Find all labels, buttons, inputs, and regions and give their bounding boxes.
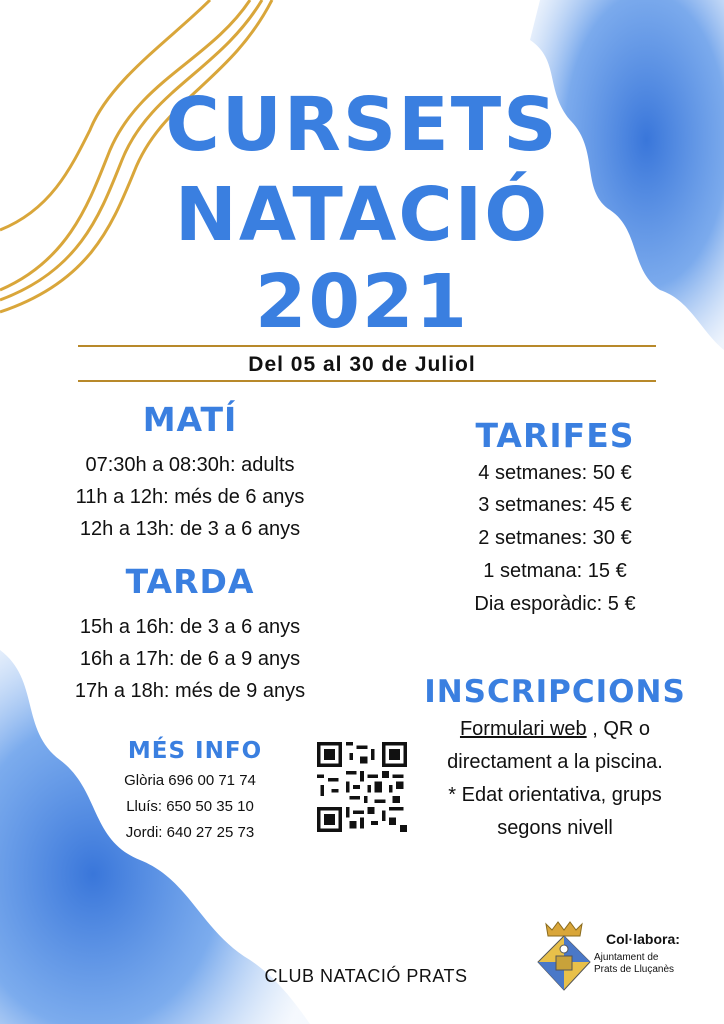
info-heading: MÉS INFO	[127, 738, 263, 764]
inscripcions-heading: INSCRIPCIONS	[424, 674, 686, 710]
mati-item-1: 07:30h a 08:30h: adults	[85, 454, 295, 476]
collab-label: Col·labora:	[606, 931, 680, 947]
mati-heading: MATÍ	[142, 400, 238, 439]
tarifa-item-1: 4 setmanes: 50 €	[478, 462, 632, 484]
mati-item-2: 11h a 12h: més de 6 anys	[75, 486, 305, 508]
title-line-3: 2021	[255, 259, 469, 345]
tarifa-item-5: Dia esporàdic: 5 €	[474, 593, 636, 615]
tarifes-heading: TARIFES	[475, 416, 635, 455]
divider-top	[78, 345, 656, 347]
inscripcions-line-1	[420, 718, 690, 741]
contact-2: Lluís: 650 50 35 10	[126, 798, 254, 815]
qr-code-icon[interactable]	[317, 742, 407, 832]
contact-3: Jordi: 640 27 25 73	[125, 824, 255, 841]
title-line-1: CURSETS	[165, 82, 559, 168]
tarifa-item-4: 1 setmana: 15 €	[483, 560, 627, 582]
title-line-2: NATACIÓ	[174, 172, 550, 258]
date-range: Del 05 al 30 de Juliol	[248, 353, 476, 376]
collab-org-line-2: Prats de Lluçanès	[594, 964, 675, 975]
club-name: CLUB NATACIÓ PRATS	[264, 966, 468, 986]
inscripcions-line-3: * Edat orientativa, grups	[448, 784, 662, 806]
web-form-link[interactable]: Formulari web	[459, 718, 587, 740]
divider-bottom	[78, 380, 656, 382]
inscripcions-line-2: directament a la piscina.	[447, 751, 663, 773]
tarifa-item-2: 3 setmanes: 45 €	[478, 494, 632, 516]
tarda-item-3: 17h a 18h: més de 9 anys	[74, 680, 306, 702]
mati-item-3: 12h a 13h: de 3 a 6 anys	[79, 518, 301, 540]
contact-1: Glòria 696 00 71 74	[124, 772, 256, 789]
tarda-item-1: 15h a 16h: de 3 a 6 anys	[79, 616, 301, 638]
inscripcions-line-1-rest: , QR o	[586, 718, 651, 740]
collab-org	[594, 952, 674, 976]
collab-org-line-1: Ajuntament de	[594, 952, 659, 963]
town-crest-icon	[536, 918, 592, 992]
tarda-heading: TARDA	[125, 562, 255, 601]
tarifa-item-3: 2 setmanes: 30 €	[478, 527, 632, 549]
inscripcions-line-4: segons nivell	[497, 817, 613, 839]
tarda-item-2: 16h a 17h: de 6 a 9 anys	[79, 648, 301, 670]
